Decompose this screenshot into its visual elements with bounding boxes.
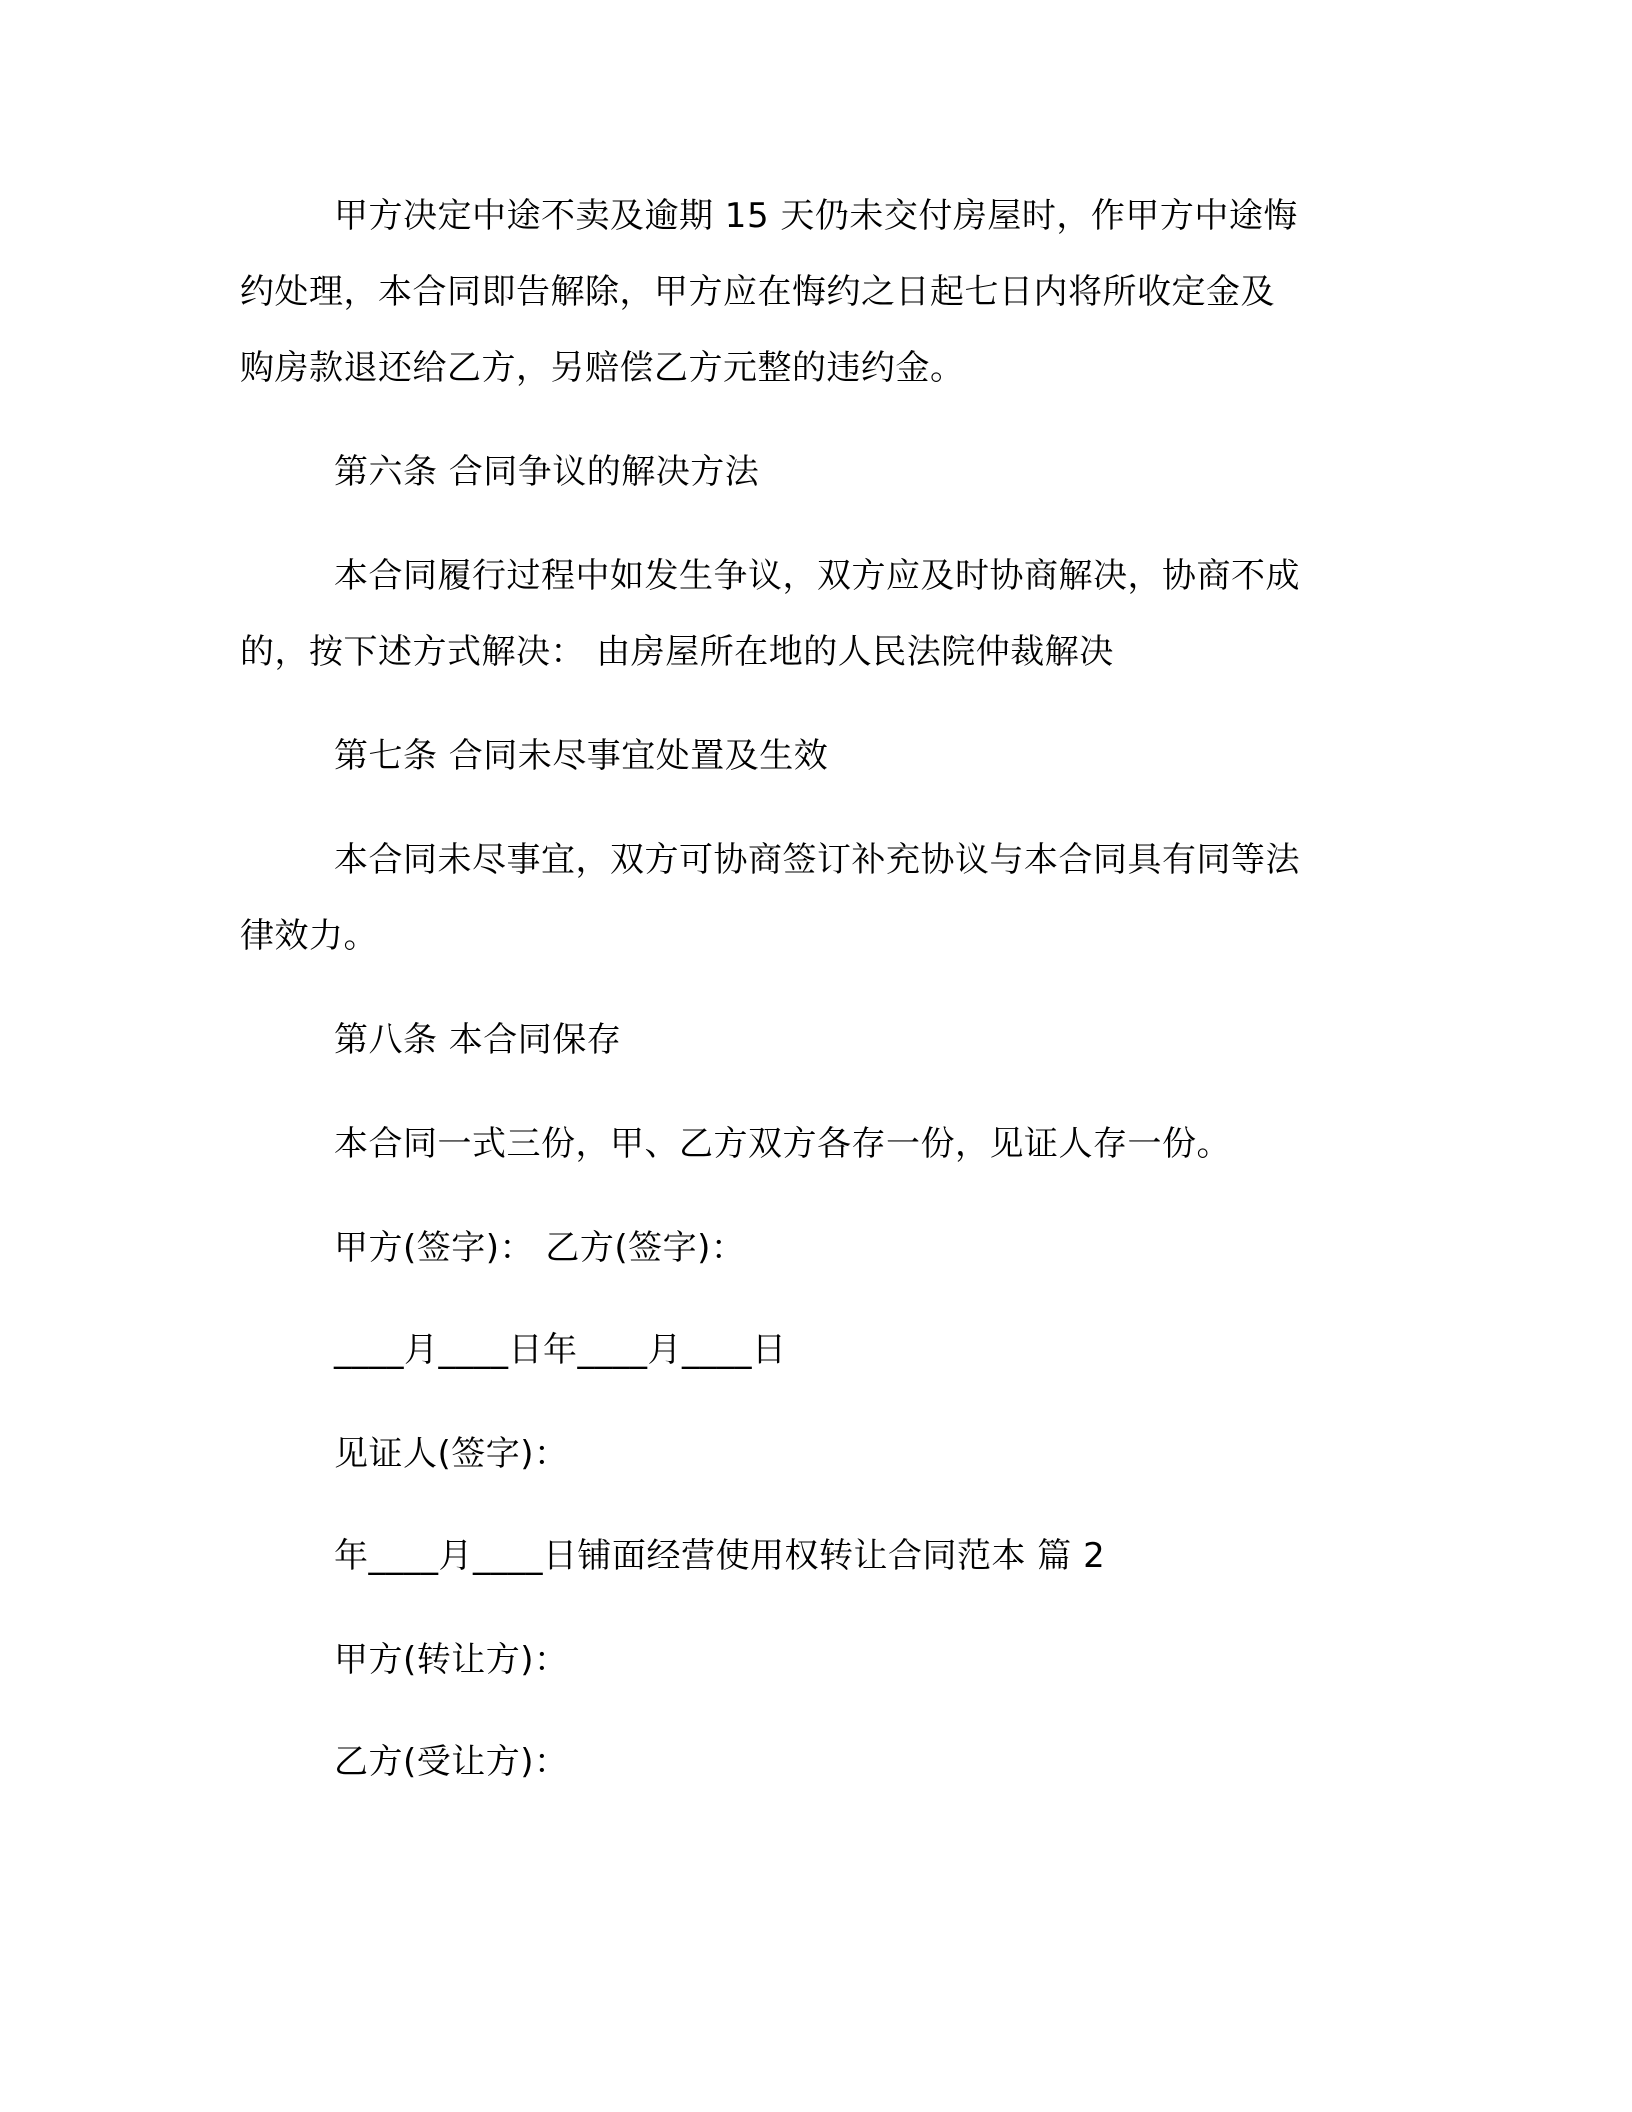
clause5-line-1: 甲方决定中途不卖及逾期 15 天仍未交付房屋时，作甲方中途悔 (334, 196, 1298, 236)
signature-parties: 甲方(签字)： 乙方(签字)： (334, 1228, 746, 1268)
clause5-line-3: 购房款退还给乙方，另赔偿乙方元整的违约金。 (240, 348, 965, 388)
clause8-heading: 第八条 本合同保存 (334, 1020, 622, 1060)
clause7-line-2: 律效力。 (240, 916, 378, 956)
clause7-line-1: 本合同未尽事宜，双方可协商签订补充协议与本合同具有同等法 (334, 840, 1300, 880)
contract2-party-b: 乙方(受让方)： (334, 1742, 569, 1782)
clause6-line-2: 的，按下述方式解决： 由房屋所在地的人民法院仲裁解决 (240, 632, 1114, 672)
clause7-heading: 第七条 合同未尽事宜处置及生效 (334, 736, 829, 776)
witness-date-next-title: 年____月____日铺面经营使用权转让合同范本 篇 2 (334, 1536, 1106, 1576)
clause8-body: 本合同一式三份，甲、乙方双方各存一份，见证人存一份。 (334, 1124, 1231, 1164)
clause5-line-2: 约处理，本合同即告解除，甲方应在悔约之日起七日内将所收定金及 (240, 272, 1275, 312)
contract2-party-a: 甲方(转让方)： (334, 1640, 569, 1680)
witness-signature: 见证人(签字)： (334, 1434, 569, 1474)
clause6-line-1: 本合同履行过程中如发生争议，双方应及时协商解决，协商不成 (334, 556, 1300, 596)
clause6-heading: 第六条 合同争议的解决方法 (334, 452, 760, 492)
signature-dates: ____月____日年____月____日 (334, 1330, 787, 1370)
